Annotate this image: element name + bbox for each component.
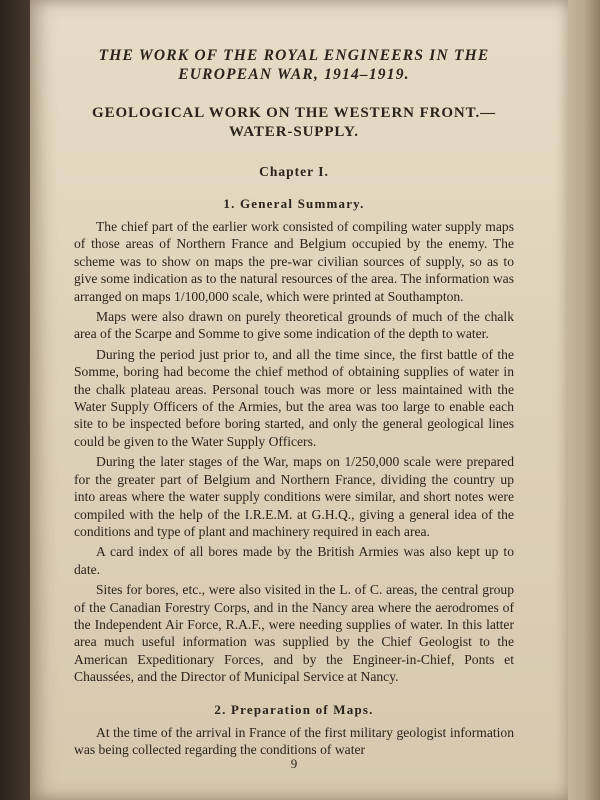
chapter-heading: Chapter I. — [259, 164, 329, 179]
section-heading-general-summary: 1. General Summary. — [223, 196, 365, 211]
paragraph: At the time of the arrival in France of the first military geologist information was being collected regarding the conditions of water — [74, 724, 514, 757]
paragraph: The chief part of the earlier work consisted of compiling water supply maps of those areas of Northern France and Belgium occupied by the enemy. The scheme was to show on maps the pre-war civilian sources of supply, so as to give some indication as to the natural resources of the area. The information was arranged on maps 1/100,000 scale, which were printed at Southampton. — [74, 219, 514, 304]
series-title: THE WORK OF THE ROYAL ENGINEERS IN THE EUROPEAN WAR, 1914–1919. — [98, 47, 490, 83]
section-heading-preparation-of-maps: 2. Preparation of Maps. — [214, 701, 374, 717]
book-page — [30, 0, 568, 800]
page-content — [74, 46, 514, 771]
paragraph: A card index of all bores made by the British Armies was also kept up to date. — [74, 544, 514, 577]
paragraph: Maps were also drawn on purely theoretical grounds of much of the chalk area of the Scarpe and Somme to give some indication of the depth to water. — [74, 309, 514, 342]
paragraph: Sites for bores, etc., were also visited in the L. of C. areas, the central group of the Canadian Forestry Corps, and in the Nancy area where the aerodromes of the Independent Air Force, R.A.F., were needing supplies of water. In this latter area much useful information was supplied by the Chief Geologist to the American Expeditionary Forces, and by the Engineer-in-Chief, Ponts et Chaussées, and the Director of Municipal Service at Nancy. — [74, 582, 514, 685]
paragraph: During the period just prior to, and all the time since, the first battle of the Somme, boring had become the chief method of obtaining supplies of water in the chalk plateau areas. Personal touch was more or less maintained with the Water Supply Officers of the Armies, but the area was too large to enable each site to be inspected before boring started, and only the general geological lines could be given to the Water Supply Officers. — [74, 346, 514, 449]
paragraph: During the later stages of the War, maps on 1/250,000 scale were prepared for the greater part of Belgium and Northern France, dividing the country up into areas where the water supply conditions were similar, and short notes were compiled with the help of the I.R.E.M. at G.H.Q., giving a general idea of the conditions and type of plant and machinery required in each area. — [74, 454, 514, 539]
page-number: 9 — [290, 756, 298, 771]
main-title: GEOLOGICAL WORK ON THE WESTERN FRONT.— WATER-SUPPLY. — [92, 105, 496, 140]
